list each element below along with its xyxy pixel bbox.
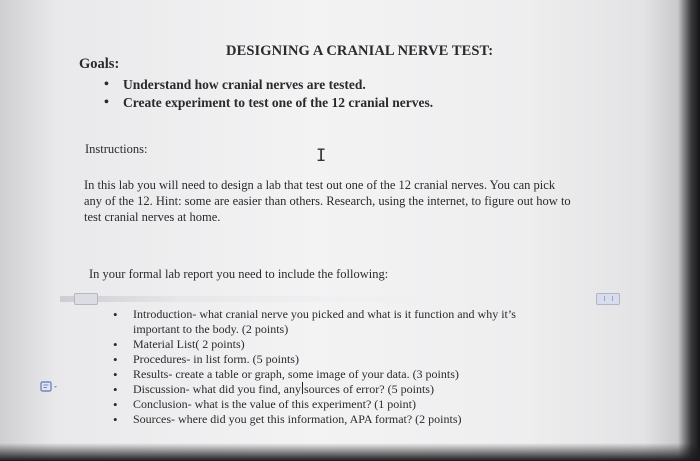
requirement-item [113, 382, 516, 397]
goal-item: • Understand how cranial nerves are tested. [104, 76, 433, 94]
goals-list [104, 76, 433, 112]
text-caret [302, 382, 303, 394]
paragraph-line: test cranial nerves at home. [84, 210, 221, 224]
requirement-item [113, 307, 516, 337]
comment-icon[interactable] [40, 381, 60, 393]
paragraph-line: In this lab you will need to design a lab that test out one of the 12 cranial nerves. You can pick [84, 178, 556, 192]
document-title: DESIGNING A CRANIAL NERVE TEST: [226, 43, 494, 59]
screen-bezel [678, 0, 700, 461]
requirement-item: • Conclusion- what is the value of this experiment? (1 point) [113, 397, 516, 412]
i-beam-cursor-icon: I [316, 146, 327, 166]
report-intro-text: In your formal lab report you need to include the following: [89, 267, 389, 281]
requirement-item: • Sources- where did you get this information, APA format? (2 points) [113, 412, 516, 427]
requirement-item: • Procedures- in list form. (5 points) [113, 352, 516, 367]
requirement-text: important to the body. (2 points) [133, 322, 289, 336]
instructions-heading: Instructions: [85, 142, 148, 156]
requirement-item: • Results- create a table or graph, some image of your data. (3 points) [113, 367, 516, 382]
requirement-text: Discussion- what did you find, any [133, 382, 301, 396]
requirement-text: sources of error? (5 points) [303, 382, 434, 396]
selection-strip [60, 296, 660, 302]
table-handle-left[interactable] [74, 293, 98, 305]
paragraph-line: any of the 12. Hint: some are easier than others. Research, using the internet, to figure out how to [84, 194, 571, 208]
goals-heading: Goals: [79, 56, 120, 72]
requirements-list [113, 307, 516, 427]
requirement-text: • Introduction- what cranial nerve you picked and what is it function and why it’s [133, 307, 516, 321]
instructions-paragraph[interactable] [84, 177, 624, 225]
requirement-item: • Material List( 2 points) [113, 337, 516, 352]
screen-shadow [0, 443, 700, 461]
goal-item: • Create experiment to test one of the 12 cranial nerves. [104, 94, 433, 112]
table-handle-right[interactable] [596, 293, 620, 305]
